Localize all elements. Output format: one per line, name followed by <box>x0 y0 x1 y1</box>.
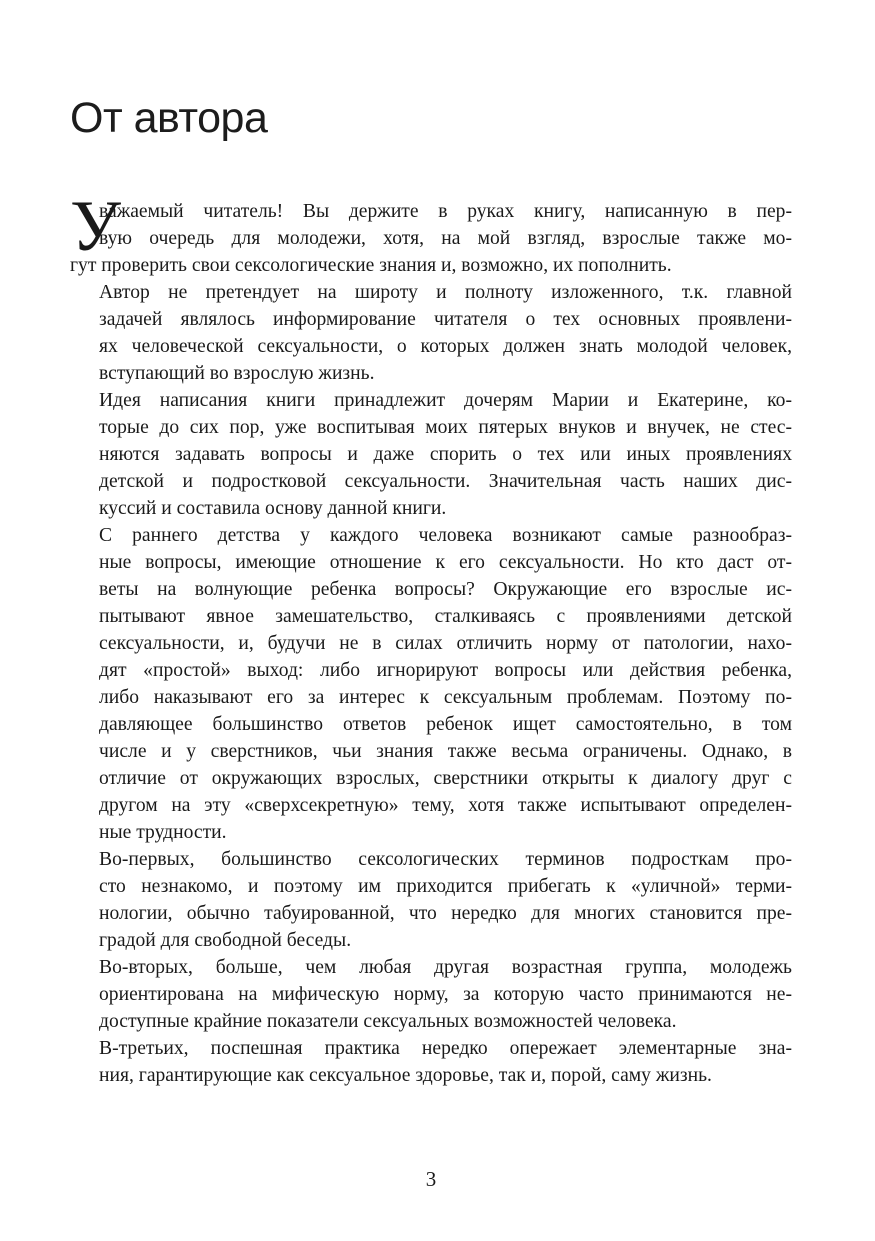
text-line: Во-первых, большинство сексологических терминов подросткам про- <box>99 849 792 870</box>
text-line: гут проверить свои сексологические знания и, возможно, их пополнить. <box>70 255 672 276</box>
text-line: другом на эту «сверхсекретную» тему, хотя также испытывают определен- <box>99 795 792 816</box>
paragraph <box>70 387 792 522</box>
drop-cap-letter: У <box>70 186 121 266</box>
text-line: числе и у сверстников, чьи знания также весьма ограничены. Однако, в <box>99 741 792 762</box>
paragraph <box>70 279 792 387</box>
page-number: 3 <box>425 1167 437 1191</box>
text-line: вую очередь для молодежи, хотя, на мой взгляд, взрослые также мо- <box>99 228 792 249</box>
text-line: ях человеческой сексуальности, о которых должен знать молодой человек, <box>99 336 792 357</box>
text-line: сто незнакомо, и поэтому им приходится прибегать к «уличной» терми- <box>99 876 792 897</box>
text-line: нологии, обычно табуированной, что нередко для многих становится пре- <box>99 903 792 924</box>
text-line: либо наказывают его за интерес к сексуальным проблемам. Поэтому по- <box>99 687 792 708</box>
text-line: Во-вторых, больше, чем любая другая возрастная группа, молодежь <box>99 957 792 978</box>
paragraph <box>70 186 792 279</box>
paragraph <box>70 954 792 1035</box>
paragraph <box>70 846 792 954</box>
text-line: вступающий во взрослую жизнь. <box>99 363 375 384</box>
text-line: доступные крайние показатели сексуальных возможностей человека. <box>99 1011 677 1032</box>
text-line: градой для свободной беседы. <box>99 930 352 951</box>
text-line: куссий и составила основу данной книги. <box>99 498 447 519</box>
text-line: С раннего детства у каждого человека возникают самые разнообраз- <box>99 525 792 546</box>
text-line: пытывают явное замешательство, сталкиваясь с проявлениями детской <box>99 606 792 627</box>
text-line: отличие от окружающих взрослых, сверстники открыты к диалогу друг с <box>99 768 792 789</box>
text-line: ориентирована на мифическую норму, за которую часто принимаются не- <box>99 984 792 1005</box>
text-line: задачей являлось информирование читателя о тех основных проявлени- <box>99 309 792 330</box>
text-line: Идея написания книги принадлежит дочерям Марии и Екатерине, ко- <box>99 390 792 411</box>
text-line: Автор не претендует на широту и полноту изложенного, т.к. главной <box>99 282 792 303</box>
text-line: ные вопросы, имеющие отношение к его сексуальности. Но кто даст от- <box>99 552 792 573</box>
body-text <box>70 186 792 1089</box>
text-line: дят «простой» выход: либо игнорируют вопросы или действия ребенка, <box>99 660 792 681</box>
paragraph <box>70 1035 792 1089</box>
text-line: сексуальности, и, будучи не в силах отличить норму от патологии, нахо- <box>99 633 792 654</box>
text-line: В-третьих, поспешная практика нередко опережает элементарные зна- <box>99 1038 792 1059</box>
text-line: ные трудности. <box>99 822 227 843</box>
text-line: детской и подростковой сексуальности. Значительная часть наших дис- <box>99 471 792 492</box>
text-line: няются задавать вопросы и даже спорить о тех или иных проявлениях <box>99 444 792 465</box>
text-line: веты на волнующие ребенка вопросы? Окружающие его взрослые ис- <box>99 579 792 600</box>
text-line: давляющее большинство ответов ребенок ищет самостоятельно, в том <box>99 714 792 735</box>
paragraph <box>70 522 792 846</box>
text-line: торые до сих пор, уже воспитывая моих пятерых внуков и внучек, не стес- <box>99 417 792 438</box>
chapter-title: От автора <box>70 94 268 142</box>
text-line: важаемый читатель! Вы держите в руках книгу, написанную в пер- <box>99 201 792 222</box>
text-line: ния, гарантирующие как сексуальное здоровье, так и, порой, саму жизнь. <box>99 1065 712 1086</box>
